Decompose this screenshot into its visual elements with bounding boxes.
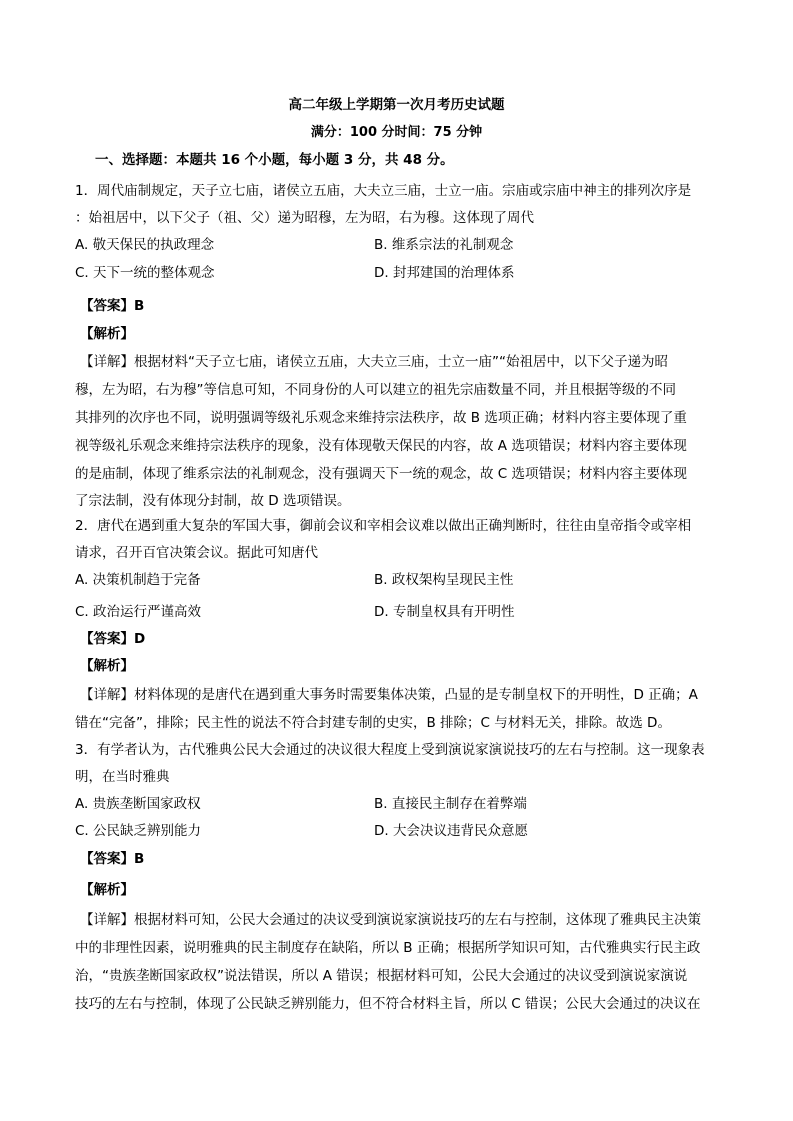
exam-info: 满分：100 分时间：75 分钟 (310, 125, 483, 140)
q1-stem-line: ：始祖居中，以下父子（祖、父）递为昭穆，左为昭，右为穆。这体现了周代 (75, 210, 534, 226)
q2-stem-line: 请求，召开百官决策会议。据此可知唐代 (75, 545, 318, 561)
q3-option-b[interactable]: B. 直接民主制存在着弊端 (374, 796, 527, 812)
q2-stem-line: 2．唐代在遇到重大复杂的军国大事，御前会议和宰相会议难以做出正确判断时，往往由皇帝指令或宰相 (75, 518, 692, 534)
q3-detail-line: 中的非理性因素，说明雅典的民主制度存在缺陷，所以 B 正确；根据所学知识可知，古代雅典实行民主政 (75, 940, 701, 956)
q3-option-c[interactable]: C. 公民缺乏辨别能力 (75, 823, 202, 839)
q2-option-c[interactable]: C. 政治运行严谨高效 (75, 604, 202, 620)
q1-detail-line: 其排列的次序也不同，说明强调等级礼乐观念来维持宗法秩序，故 B 选项正确；材料内容主要体现了重 (75, 410, 687, 426)
q1-detail-line: 的是庙制，体现了维系宗法的礼制观念，没有强调天下一统的观念，故 C 选项错误；材料内容主要体现 (75, 466, 688, 482)
q3-analysis-label: 【解析】 (80, 882, 134, 898)
q1-option-c[interactable]: C. 天下一统的整体观念 (75, 265, 215, 281)
q2-option-a[interactable]: A. 决策机制趋于完备 (75, 572, 201, 588)
q1-detail-line: 了宗法制，没有体现分封制，故 D 选项错误。 (75, 493, 351, 509)
q1-option-d[interactable]: D. 封邦建国的治理体系 (374, 265, 515, 281)
q1-answer: 【答案】B (80, 298, 145, 314)
q1-detail-line: 穆，左为昭，右为穆”等信息可知，不同身份的人可以建立的祖先宗庙数量不同，并且根据等级的不同 (75, 382, 676, 398)
q3-stem-line: 3．有学者认为，古代雅典公民大会通过的决议很大程度上受到演说家演说技巧的左右与控制。这一现象表 (75, 742, 705, 758)
q1-stem-line: 1．周代庙制规定，天子立七庙，诸侯立五庙，大夫立三庙，士立一庙。宗庙或宗庙中神主的排列次序是 (75, 183, 692, 199)
q3-answer: 【答案】B (80, 851, 145, 867)
q3-stem-line: 明，在当时雅典 (75, 769, 170, 785)
q1-analysis-label: 【解析】 (80, 326, 134, 342)
q3-detail-line: 治，“贵族垄断国家政权”说法错误，所以 A 错误；根据材料可知，公民大会通过的决议受到演说家演说 (75, 968, 688, 984)
q2-detail-line: 【详解】材料体现的是唐代在遇到重大事务时需要集体决策，凸显的是专制皇权下的开明性，D 正确；A (80, 687, 698, 703)
q3-detail-line: 【详解】根据材料可知，公民大会通过的决议受到演说家演说技巧的左右与控制，这体现了雅典民主决策 (80, 912, 701, 928)
q3-option-d[interactable]: D. 大会决议违背民众意愿 (374, 823, 528, 839)
page-title: 高二年级上学期第一次月考历史试题 (288, 97, 505, 113)
q1-option-a[interactable]: A. 敬天保民的执政理念 (75, 237, 215, 253)
q2-analysis-label: 【解析】 (80, 658, 134, 674)
q1-detail-line: 视等级礼乐观念来维持宗法秩序的现象，没有体现敬天保民的内容，故 A 选项错误；材料内容主要体现 (75, 438, 687, 454)
q2-option-d[interactable]: D. 专制皇权具有开明性 (374, 604, 515, 620)
q3-option-a[interactable]: A. 贵族垄断国家政权 (75, 796, 201, 812)
section-heading: 一、选择题：本题共 16 个小题，每小题 3 分，共 48 分。 (95, 152, 454, 168)
q2-answer: 【答案】D (80, 631, 146, 647)
q2-option-b[interactable]: B. 政权架构呈现民主性 (374, 572, 514, 588)
q3-detail-line: 技巧的左右与控制，体现了公民缺乏辨别能力，但不符合材料主旨，所以 C 错误；公民大会通过的决议在 (75, 996, 701, 1012)
q1-option-b[interactable]: B. 维系宗法的礼制观念 (374, 237, 514, 253)
q1-detail-line: 【详解】根据材料“天子立七庙，诸侯立五庙，大夫立三庙，士立一庙”“始祖居中，以下父子递为昭 (80, 354, 668, 370)
q2-detail-line: 错在“完备”，排除；民主性的说法不符合封建专制的史实，B 排除；C 与材料无关，排除。故选 D。 (75, 715, 671, 731)
